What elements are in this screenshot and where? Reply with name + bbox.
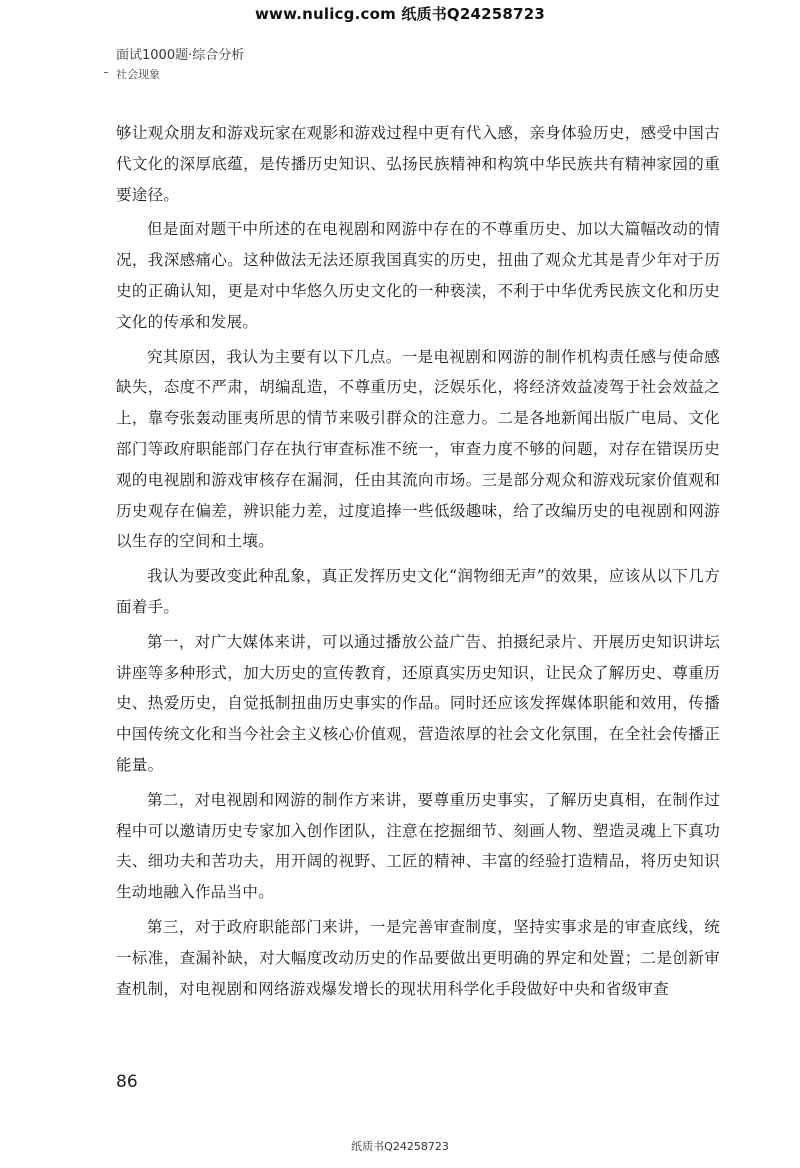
header-divider	[104, 72, 108, 73]
book-title: 面试1000题·综合分析	[116, 48, 245, 63]
paragraph-5: 第一，对广大媒体来讲，可以通过播放公益广告、拍摄纪录片、开展历史知识讲坛讲座等多种形式，加大历史的宣传教育，还原真实历史知识，让民众了解历史、尊重历史、热爱历史，自觉抵制扭曲历史事实的作品。同时还应该发挥媒体职能和效用，传播中国传统文化和当今社会主义核心价值观，营造浓厚的社会文化氛围，在全社会传播正能量。	[116, 632, 720, 774]
paragraph-2: 但是面对题干中所述的在电视剧和网游中存在的不尊重历史、加以大篇幅改动的情况，我深感痛心。这种做法无法还原我国真实的历史，扭曲了观众尤其是青少年对于历史的正确认知，更是对中华悠久历史文化的一种亵渎，不利于中华优秀民族文化和历史文化的传承和发展。	[116, 220, 720, 331]
watermark-bottom: 纸质书Q24258723	[351, 1140, 449, 1153]
section-label: 社会现象	[116, 68, 160, 81]
page-number: 86	[116, 1072, 138, 1092]
paragraph-6: 第二，对电视剧和网游的制作方来讲，要尊重历史事实，了解历史真相，在制作过程中可以邀请历史专家加入创作团队，注意在挖掘细节、刻画人物、塑造灵魂上下真功夫、细功夫和苦功夫，用开阔的视野、工匠的精神、丰富的经验打造精品，将历史知识生动地融入作品当中。	[116, 790, 720, 902]
page-body	[116, 118, 720, 1008]
paragraph-1: 够让观众朋友和游戏玩家在观影和游戏过程中更有代入感，亲身体验历史，感受中国古代文化的深厚底蕴，是传播历史知识、弘扬民族精神和构筑中华民族共有精神家园的重要途径。	[116, 124, 720, 204]
paragraph-3: 究其原因，我认为主要有以下几点。一是电视剧和网游的制作机构责任感与使命感缺失，态度不严肃，胡编乱造，不尊重历史，泛娱乐化，将经济效益凌驾于社会效益之上，靠夸张轰动匪夷所思的情节来吸引群众的注意力。二是各地新闻出版广电局、文化部门等政府职能部门存在执行审查标准不统一，审查力度不够的问题，对存在错误历史观的电视剧和游戏审核存在漏洞，任由其流向市场。三是部分观众和游戏玩家价值观和历史观存在偏差，辨识能力差，过度追捧一些低级趣味，给了改编历史的电视剧和网游以生存的空间和土壤。	[116, 347, 720, 551]
paragraph-4: 我认为要改变此种乱象，真正发挥历史文化“润物细无声”的效果，应该从以下几方面着手。	[116, 567, 720, 616]
watermark-top: www.nulicg.com 纸质书Q24258723	[255, 5, 545, 23]
paragraph-7: 第三，对于政府职能部门来讲，一是完善审查制度，坚持实事求是的审查底线，统一标准，查漏补缺，对大幅度改动历史的作品要做出更明确的界定和处置；二是创新审查机制，对电视剧和网络游戏爆发增长的现状用科学化手段做好中央和省级审查	[116, 917, 720, 998]
